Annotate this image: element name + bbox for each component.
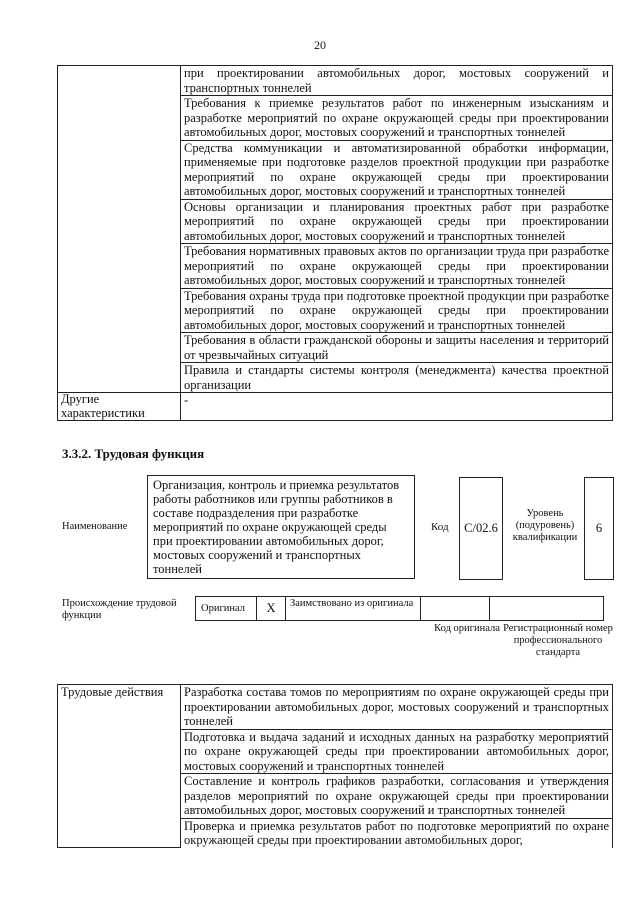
table-cell: при проектировании автомобильных дорог, мостовых сооружений и транспортных тоннелей (181, 66, 613, 96)
code-label: Код (431, 521, 449, 533)
section-heading: 3.3.2. Трудовая функция (62, 446, 205, 461)
table-cell: Проверка и приемка результатов работ по подготовке мероприятий по охране окружающей среды при проектировании автомобильных дорог, (181, 818, 613, 848)
reg-number-box (489, 596, 604, 621)
origin-label: Происхождение трудовой функции (62, 598, 177, 621)
table-cell: Требования охраны труда при подготовке проектной продукции при разработке мероприятий по охране окружающей среды при проектировании автомобильных дорог, мостовых сооружений и транспортных тоннелей (181, 288, 613, 333)
code-original-label: Код оригинала (434, 623, 500, 634)
level-value-box: 6 (584, 477, 614, 580)
other-characteristics-label: Другие характеристики (58, 393, 181, 421)
table-cell: Средства коммуникации и автоматизированной обработки информации, применяемые при подготовке разделов проектной продукции при разработке мероприятий по охране окружающей среды при проектировании автомобильных дорог, мостовых сооружений и транспортных тоннелей (181, 140, 613, 199)
origin-row (196, 596, 604, 621)
table-cell: Разработка состава томов по мероприятиям по охране окружающей среды при проектировании автомобильных дорог, мостовых сооружений и транспортных тоннелей (181, 685, 613, 730)
code-value-box: C/02.6 (459, 477, 503, 580)
table-cell: Основы организации и планирования проектных работ при разработке мероприятий по охране окружающей среды при проектировании автомобильных дорог, мостовых сооружений и транспортных тоннелей (181, 199, 613, 244)
table-row (58, 66, 613, 96)
table-cell: - (181, 393, 613, 421)
labor-actions-label: Трудовые действия (58, 685, 181, 848)
borrowed-label: Заимствовано из оригинала (285, 596, 421, 621)
table-cell: Подготовка и выдача заданий и исходных данных на разработку мероприятий по охране окружающей среды при проектировании автомобильных дорог, мостовых сооружений и транспортных тоннелей (181, 729, 613, 774)
original-label: Оригинал (195, 596, 257, 621)
table-row (58, 685, 613, 730)
function-title-box: Организация, контроль и приемка результатов работы работников или группы работников в составе подразделения при разработке мероприятий по охране окружающей среды при проектировании автомобильных дорог, мостовых сооружений и транспортных тоннелей (147, 475, 415, 579)
level-label: Уровень (подуровень) квалификации (512, 508, 578, 543)
table-cell: Требования нормативных правовых актов по организации труда при разработке мероприятий по охране окружающей среды при проектировании автомобильных дорог, мостовых сооружений и транспортных тоннелей (181, 244, 613, 289)
table-cell: Правила и стандарты системы контроля (менеджмента) качества проектной организации (181, 363, 613, 393)
table-cell: Требования к приемке результатов работ по инженерным изысканиям и разработке мероприятий по охране окружающей среды при проектировании автомобильных дорог, мостовых сооружений и транспортных тоннелей (181, 96, 613, 141)
knowledge-table (57, 65, 613, 421)
table-cell: Составление и контроль графиков разработки, согласования и утверждения разделов мероприятий по охране окружающей среды при проектировании автомобильных дорог, мостовых сооружений и транспортных тоннелей (181, 774, 613, 819)
code-original-box (420, 596, 490, 621)
name-label: Наименование (62, 521, 128, 532)
reg-number-label: Регистрационный номер профессионального стандарта (503, 623, 613, 658)
table-row (58, 393, 613, 421)
original-mark: X (256, 596, 286, 621)
table-left-cell (58, 66, 181, 393)
labor-actions-table (57, 684, 613, 848)
table-cell: Требования в области гражданской обороны и защиты населения и территорий от чрезвычайных ситуаций (181, 333, 613, 363)
page-number: 20 (314, 38, 326, 52)
